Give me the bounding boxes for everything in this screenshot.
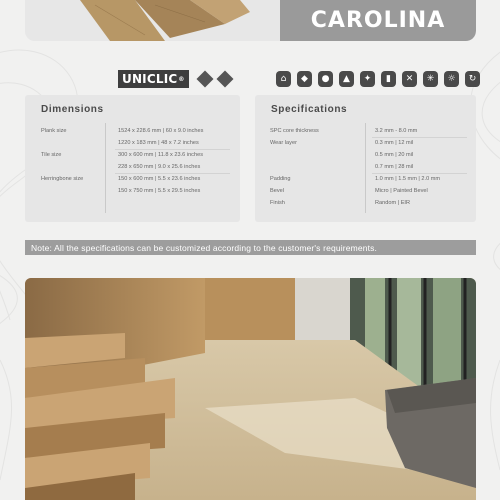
dimension-value: 1524 x 228.6 mm | 60 x 9.0 inches: [118, 128, 204, 134]
uniclic-logo: UNICLIC ®: [118, 70, 189, 88]
house-icon: ⌂: [276, 71, 291, 87]
brand-icon-row: [118, 69, 231, 89]
water-drop-icon: ●: [318, 71, 333, 87]
snowflake-icon: ✳: [423, 71, 438, 87]
tile-pattern-icon: [216, 71, 233, 88]
recycle-icon: ↻: [465, 71, 480, 87]
wood-plank-image: [25, 0, 265, 41]
fire-icon: ▲: [339, 71, 354, 87]
divider: [372, 173, 467, 174]
interior-room-photo: [25, 278, 476, 500]
footprint-icon: ▮: [381, 71, 396, 87]
spec-value: Micro | Painted Bevel: [375, 188, 428, 194]
dimension-value: 150 x 600 mm | 5.5 x 23.6 inches: [118, 176, 201, 182]
no-pesticide-icon: ✕: [402, 71, 417, 87]
spec-value: 0.3 mm | 12 mil: [375, 140, 414, 146]
spec-label: Finish: [270, 200, 285, 206]
divider: [372, 137, 467, 138]
pet-icon: ✦: [360, 71, 375, 87]
dimension-label: Plank size: [41, 128, 67, 134]
dimension-value: 228 x 650 mm | 9.0 x 25.6 inches: [118, 164, 201, 170]
spec-label: Bevel: [270, 188, 284, 194]
product-title-box: [280, 0, 476, 41]
dimension-value: 150 x 750 mm | 5.5 x 29.5 inches: [118, 188, 201, 194]
divider: [105, 123, 106, 213]
specifications-title: Specifications: [271, 104, 348, 115]
dimension-value: 1220 x 183 mm | 48 x 7.2 inches: [118, 140, 199, 146]
feature-icon-row: [276, 69, 486, 89]
hero-banner: [25, 0, 476, 41]
dimension-label: Herringbone size: [41, 176, 84, 182]
interior-scene-image: [25, 278, 476, 500]
spec-label: Wear layer: [270, 140, 297, 146]
spec-value: Random | EIR: [375, 200, 411, 206]
spec-label: Padding: [270, 176, 291, 182]
spec-value: 3.2 mm - 8.0 mm: [375, 128, 418, 134]
herringbone-pattern-icon: [196, 71, 213, 88]
customization-note: Note: All the specifications can be customized according to the customer's requirements.: [25, 240, 476, 255]
spec-value: 1.0 mm | 1.5 mm | 2.0 mm: [375, 176, 441, 182]
spec-value: 0.7 mm | 28 mil: [375, 164, 414, 170]
dimension-label: Tile size: [41, 152, 62, 158]
sun-icon: ☼: [444, 71, 459, 87]
divider: [365, 123, 366, 213]
divider: [115, 173, 230, 174]
diamond-icon: ◆: [297, 71, 312, 87]
specifications-card: [255, 95, 476, 222]
spec-label: SPC core thickness: [270, 128, 319, 134]
divider: [115, 149, 230, 150]
dimensions-card: [25, 95, 240, 222]
dimensions-title: Dimensions: [41, 104, 104, 115]
dimension-value: 300 x 600 mm | 11.8 x 23.6 inches: [118, 152, 203, 158]
product-title: CAROLINA: [310, 8, 446, 33]
spec-value: 0.5 mm | 20 mil: [375, 152, 414, 158]
